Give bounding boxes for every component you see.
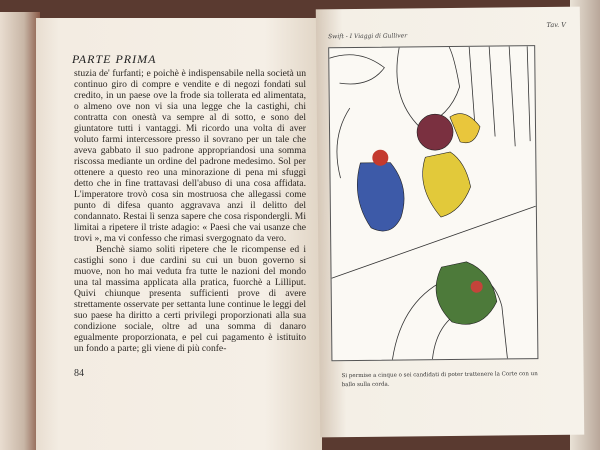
running-head: PARTE PRIMA xyxy=(72,52,157,66)
right-page xyxy=(316,7,584,438)
plate-header: Swift - I Viaggi di Gulliver xyxy=(328,32,408,41)
plate-caption: Si permise a cinque o sei candidati di poter trattenere la Corte con un ballo sulla corda. xyxy=(341,371,538,389)
rope-dancers-illustration xyxy=(329,46,537,360)
plate-number: Tav. V xyxy=(546,20,566,29)
page-number: 84 xyxy=(74,368,84,379)
paragraph: Benchè siamo soliti ripetere che le ricompense ed i castighi sono i due cardini su cui un buon governo si muove, non ho mai veduta fra tutte le nazioni del mondo una tal massima applicata alla pratica, fuorchè a Lilliput. Quivi chiunque presenta sufficienti prove di avere strettamente osservate per settanta lune continue le leggi del suo paese ha diritto a certi privilegi proporzionati alla sua condizione sociale, oltre ad una somma di danaro egualmente proporzionata, e pel cui pagamento è istituito un fondo a parte; gli viene di più confe- xyxy=(74,244,306,354)
left-page xyxy=(36,18,322,450)
left-page-content xyxy=(74,52,306,380)
body-text xyxy=(74,68,306,354)
book-cover-left-edge xyxy=(0,12,40,450)
illustration-plate xyxy=(328,45,538,361)
paragraph: stuzia de' furfanti; e poichè è indispensabile nella società un continuo giro di compre e vendite e di negozi fondati sul credito, in un paese ove la frode sia tollerata ed alimentata, o almeno ove non vi sia una legge che la castighi, chi contratta con onestà va sempre al di sotto, e sono del giuntatore tutti i vantaggi. Mi ricordo una volta di aver voluto farmi intercessore presso il sovrano per un tale che aveva gabbato il suo padrone appropriandosi una somma riscossa mediante un ordine del padrone medesimo. Sol per ottenere a questo reo una minorazione di pena mi sfuggì detto che in fine trattavasi dell'abuso di una cosa affidata. L'imperatore trovò cosa sin mostruosa che allegassi come punto di difesa quanto aggravava anzi il delitto del condannato. Restai lì senza sapere che cosa rispondergli. Mi limitai a ripetere il triste adagio: « Paesi che vai usanze che trovi », ma vi confesso che rimasi svergognato da vero. xyxy=(74,68,306,244)
